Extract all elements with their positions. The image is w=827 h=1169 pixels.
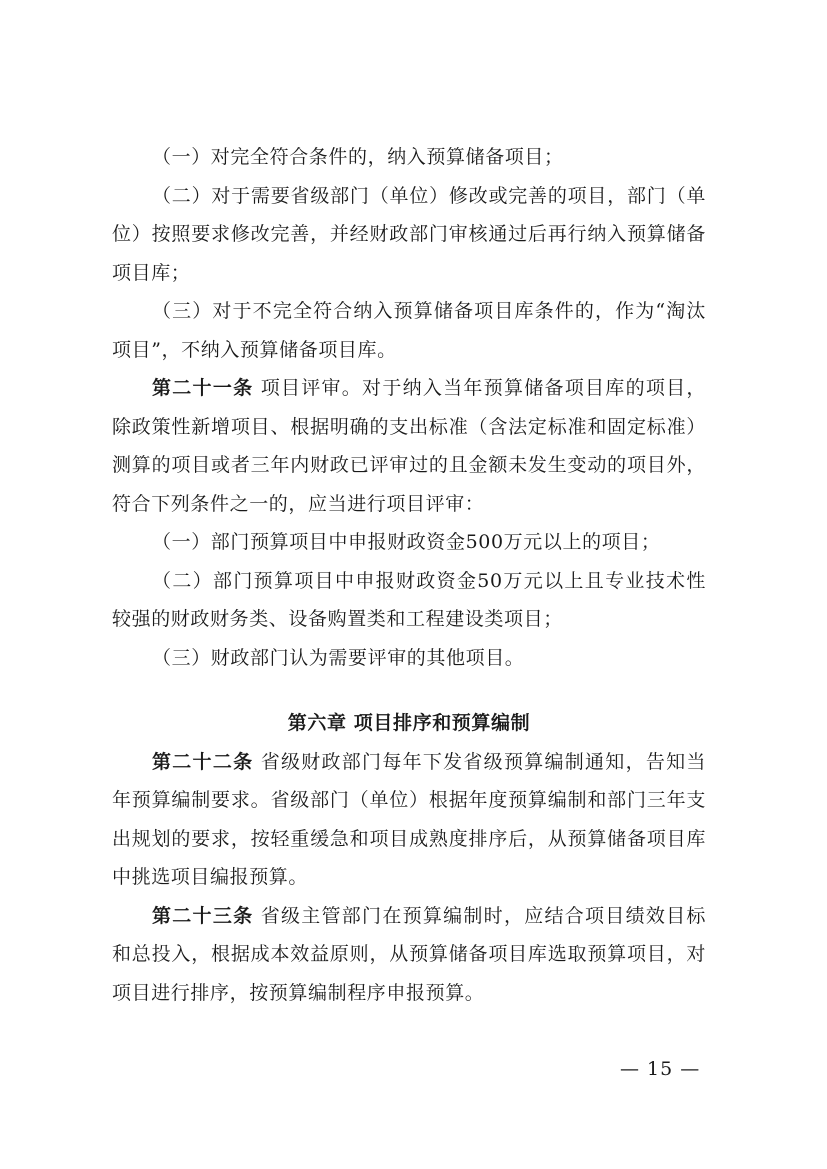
paragraph-text: （三）财政部门认为需要评审的其他项目。 [152,646,525,669]
article-heading: 第二十一条 [152,377,254,399]
article-text: 省级主管部门在预算编制时，应结合项目绩效目标和总投入，根据成本效益原则，从预算储备项目库选取预算项目，对项目进行排序，按预算编制程序申报预算。 [112,904,706,1004]
article-text: 省级财政部门每年下发省级预算编制通知，告知当年预算编制要求。省级部门（单位）根据年度预算编制和部门三年支出规划的要求，按轻重缓急和项目成熟度排序后，从预算储备项目库中挑选项目编报预算。 [112,750,706,888]
document-page [112,138,706,1012]
article-text: 项目评审。对于纳入当年预算储备项目库的项目，除政策性新增项目、根据明确的支出标准（含法定标准和固定标准）测算的项目或者三年内财政已评审过的且金额未发生变动的项目外，符合下列条件之一的，应当进行项目评审： [112,377,706,515]
chapter-title: 第六章 项目排序和预算编制 [287,712,531,734]
paragraph [112,138,706,177]
paragraph [112,562,706,639]
article-23 [112,897,706,1013]
article-heading: 第二十三条 [152,904,254,927]
paragraph [112,523,706,562]
paragraph-text: （一）部门预算项目中申报财政资金500万元以上的项目； [152,531,661,553]
paragraph-text: （一）对完全符合条件的，纳入预算储备项目； [152,146,564,168]
paragraph [112,639,706,678]
paragraph-text: （二）对于需要省级部门（单位）修改或完善的项目，部门（单位）按照要求修改完善，并经财政部门审核通过后再行纳入预算储备项目库； [112,184,706,284]
article-21 [112,369,706,523]
paragraph [112,177,706,293]
paragraph [112,292,706,369]
article-heading: 第二十二条 [152,750,254,773]
article-22 [112,743,706,897]
paragraph-text: （二）部门预算项目中申报财政资金50万元以上且专业技术性较强的财政财务类、设备购置类和工程建设类项目； [112,569,706,630]
page-number: — 15 — [620,1058,701,1080]
paragraph-text: （三）对于不完全符合纳入预算储备项目库条件的，作为“淘汰项目”，不纳入预算储备项目库。 [112,300,706,361]
